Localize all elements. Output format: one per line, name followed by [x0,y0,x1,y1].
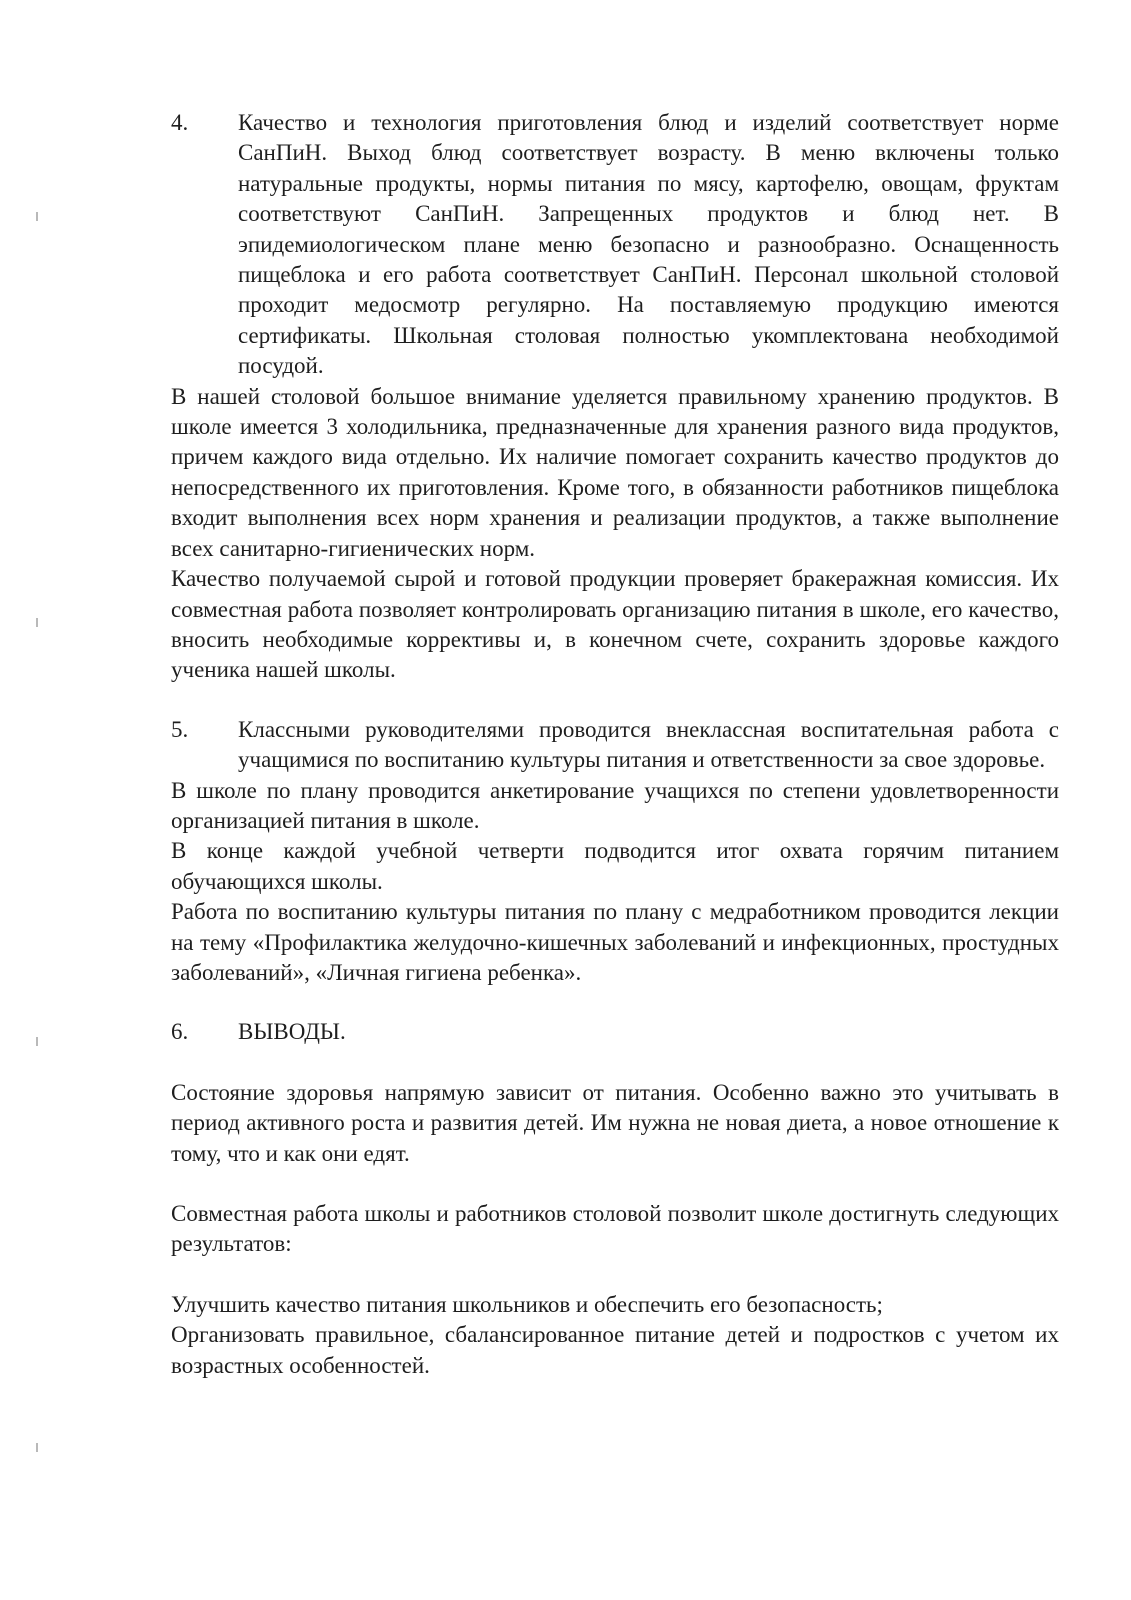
section-6-title: ВЫВОДЫ. [238,1019,346,1045]
section-4-paragraph-2: В нашей столовой большое внимание уделяется правильному хранению продуктов. В школе имеется 3 холодильника, предназначенные для хранения разного вида продуктов, причем каждого вида отдельно. Их наличие помогает сохранить качество продуктов до непосредственного их приготовления. Кроме того, в обязанности работников пищеблока входит выполнения всех норм хранения и реализации продуктов, а также выполнение всех санитарно-гигиенических норм. [171,383,1059,561]
scan-mark [36,618,38,627]
section-5-paragraph-4: Работа по воспитанию культуры питания по плану с медработником проводится лекции на тему «Профилактика желудочно-кишечных заболеваний и инфекционных, простудных заболеваний», «Личная гигиена ребенка». [171,899,1059,985]
section-4-text: Качество и технология приготовления блюд и изделий соответствует норме СанПиН. Выход блюд соответствует возрасту. В меню включены только натуральные продукты, нормы питания по мясу, картофелю, овощам, фруктам соответствуют СанПиН. Запрещенных продуктов и блюд нет. В эпидемиологическом плане меню безопасно и разнообразно. Оснащенность пищеблока и его работа соответствует СанПиН. Персонал школьной столовой проходит медосмотр регулярно. На поставляемую продукцию имеются сертификаты. Школьная столовая полностью укомплектована необходимой посудой. [238,110,1059,379]
section-5-paragraph-1 [171,715,1059,776]
section-5-paragraph-2: В школе по плану проводится анкетирование учащихся по степени удовлетворенности организацией питания в школе. [171,777,1059,833]
section-5-text: Классными руководителями проводится внеклассная воспитательная работа с учащимися по воспитанию культуры питания и ответственности за свое здоровье. [238,716,1059,773]
document-body [171,108,1059,1381]
section-5-paragraph-3: В конце каждой учебной четверти подводится итог охвата горячим питанием обучающихся школы. [171,838,1059,894]
section-4-number: 4. [171,110,189,135]
section-5-number: 5. [171,716,189,742]
scan-mark [36,212,38,221]
scan-mark [36,1037,38,1046]
conclusion-paragraph-1: Состояние здоровья напрямую зависит от питания. Особенно важно это учитывать в период активного роста и развития детей. Им нужна не новая диета, а новое отношение к тому, что и как они едят. [171,1079,1059,1166]
section-6-number: 6. [171,1019,189,1045]
spacer [171,1169,1059,1199]
scan-mark [36,1443,38,1452]
spacer [171,1260,1059,1290]
result-item-2: Организовать правильное, сбалансированное питание детей и подростков с учетом их возрастных особенностей. [171,1322,1059,1378]
section-6-heading [171,1017,1059,1047]
result-item-1: Улучшить качество питания школьников и обеспечить его безопасность; [171,1291,883,1317]
spacer [171,686,1059,715]
spacer [171,1048,1059,1078]
section-4-paragraph-1 [171,108,1059,382]
spacer [171,988,1059,1017]
section-4-paragraph-3: Качество получаемой сырой и готовой продукции проверяет бракеражная комиссия. Их совместная работа позволяет контролировать организацию питания в школе, его качество, вносить необходимые коррективы и, в конечном счете, сохранить здоровье каждого ученика нашей школы. [171,566,1059,683]
conclusion-paragraph-2: Совместная работа школы и работников столовой позволит школе достигнуть следующих результатов: [171,1201,1059,1257]
